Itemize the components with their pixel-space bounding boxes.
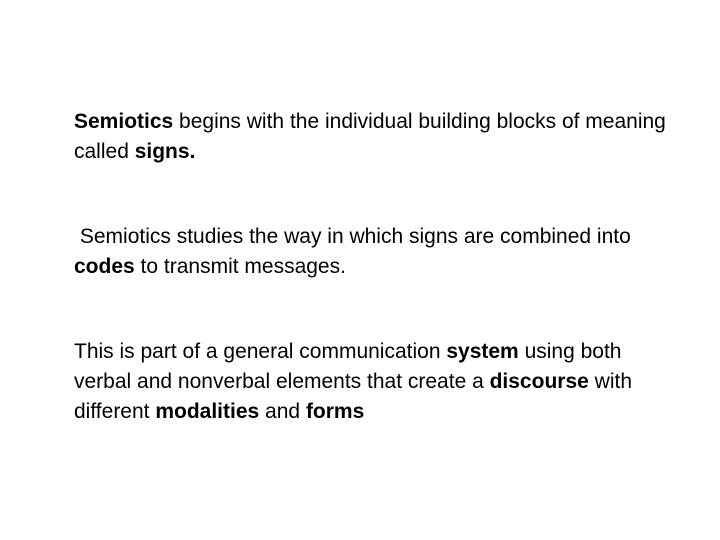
term-modalities: modalities — [155, 400, 260, 423]
paragraph-text: to transmit messages. — [134, 255, 346, 278]
paragraph-text: and — [259, 400, 306, 423]
term-forms: forms — [305, 400, 365, 423]
term-semiotics: Semiotics — [74, 110, 174, 133]
paragraph-text: begins with the individual building blocks of meaning called — [74, 110, 666, 163]
paragraph-text: This is part of a general communication — [74, 340, 447, 363]
term-signs: signs. — [134, 140, 196, 163]
paragraph-text: Semiotics studies the way in which signs are combined into — [79, 225, 631, 248]
paragraph-text: with different — [74, 370, 632, 423]
term-discourse: discourse — [489, 370, 589, 393]
term-system: system — [446, 340, 519, 363]
paragraph-communication-system — [74, 337, 674, 427]
paragraph-text: using both verbal and nonverbal elements that create a — [74, 340, 622, 393]
paragraph-semiotics-signs — [74, 107, 674, 167]
term-codes: codes — [74, 255, 135, 278]
paragraph-semiotics-codes — [74, 222, 674, 282]
